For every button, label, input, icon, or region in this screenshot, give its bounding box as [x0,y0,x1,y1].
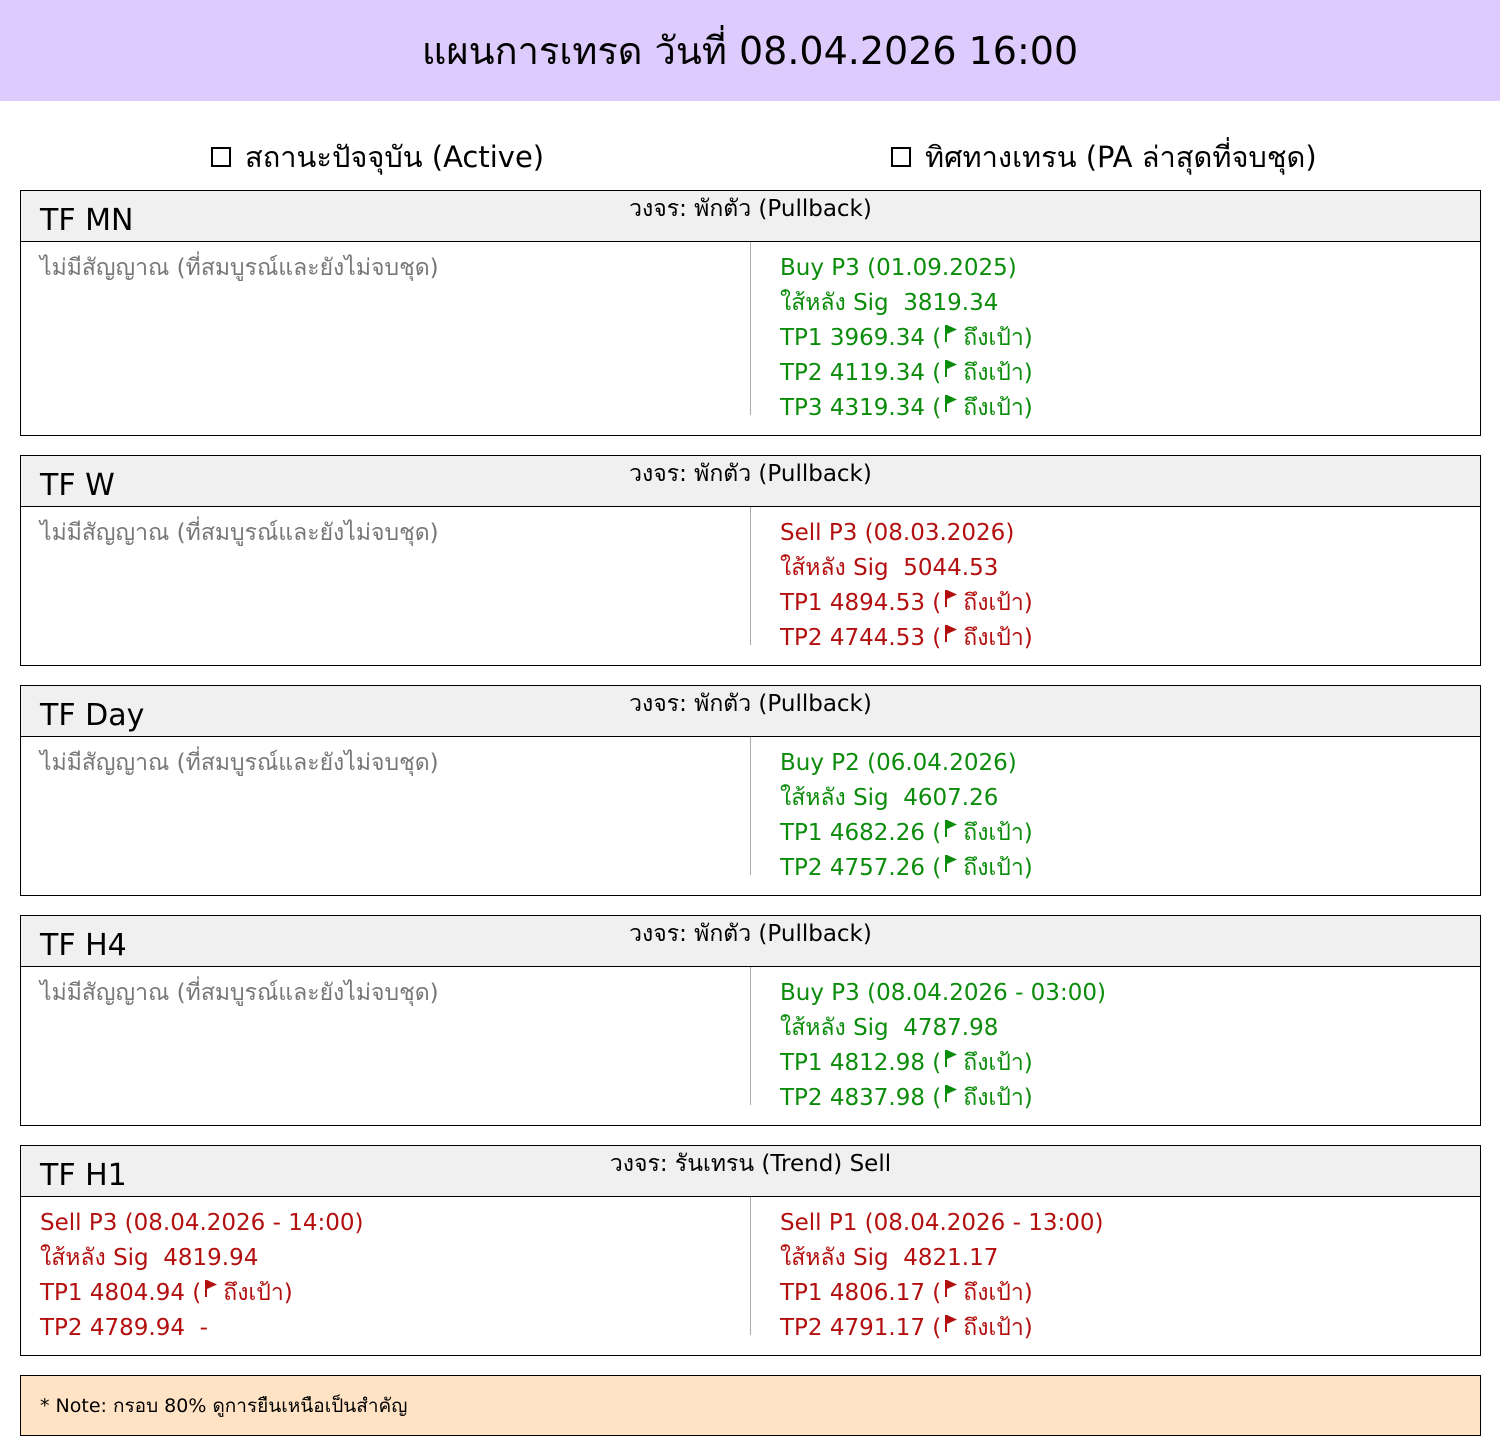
tf-section-header [21,686,1480,737]
signal-line [40,978,439,1013]
signal-line [40,1243,364,1278]
signal-line [780,1313,1104,1348]
cycle-label: วงจร: พักตัว (Pullback) [629,461,872,487]
tf-section [20,190,1481,436]
column-header-active-label: สถานะปัจจุบัน (Active) [245,140,545,174]
signal-line [780,783,1033,818]
target-reached-label: ถึงเป้า) [963,325,1033,351]
signal-line-text: ใส้หลัง Sig 4787.98 [780,1015,999,1041]
signal-line-text: TP3 4319.34 ( [780,395,942,421]
tf-section-body [21,737,1480,895]
flag-icon [944,394,958,412]
tf-section-body [21,967,1480,1125]
active-status-column [40,518,439,553]
column-header-trend [891,134,1317,180]
column-divider [750,737,751,875]
trend-direction-column [780,518,1033,658]
signal-line [780,588,1033,623]
signal-line [40,1278,364,1313]
signal-line-text: Sell P3 (08.04.2026 - 14:00) [40,1210,364,1236]
target-reached-label: ถึงเป้า) [963,625,1033,651]
timeframe-label: TF H4 [40,928,127,963]
signal-line-text: ใส้หลัง Sig 4819.94 [40,1245,259,1271]
column-divider [750,242,751,415]
signal-line [40,253,439,288]
target-reached-label: ถึงเป้า) [223,1280,293,1306]
signal-line-text: TP2 4789.94 - [40,1315,208,1341]
cycle-label: วงจร: พักตัว (Pullback) [629,921,872,947]
target-reached-label: ถึงเป้า) [963,395,1033,421]
tf-section [20,915,1481,1126]
signal-line-text: Buy P2 (06.04.2026) [780,750,1017,776]
signal-line-text: TP2 4119.34 ( [780,360,942,386]
flag-icon [944,589,958,607]
checkbox-icon [891,147,911,167]
signal-line [780,1013,1106,1048]
tf-section-header [21,191,1480,242]
column-header-active [211,134,544,180]
cycle-label: วงจร: พักตัว (Pullback) [629,196,872,222]
signal-line [780,253,1033,288]
trend-direction-column [780,748,1033,888]
trend-direction-column [780,978,1106,1118]
timeframe-label: TF H1 [40,1158,127,1193]
signal-line [40,1208,364,1243]
trend-direction-column [780,253,1033,428]
cycle-label: วงจร: รันเทรน (Trend) Sell [609,1151,892,1177]
target-reached-label: ถึงเป้า) [963,1085,1033,1111]
signal-line-text: TP1 4682.26 ( [780,820,942,846]
flag-icon [944,324,958,342]
flag-icon [204,1279,218,1297]
target-reached-label: ถึงเป้า) [963,1050,1033,1076]
note-text: * Note: กรอบ 80% ดูการยืนเหนือเป็นสำคัญ [40,1394,408,1417]
signal-line [780,553,1033,588]
column-header-trend-label: ทิศทางเทรน (PA ล่าสุดที่จบชุด) [925,140,1317,174]
signal-line-text: TP2 4791.17 ( [780,1315,942,1341]
signal-line-text: TP2 4757.26 ( [780,855,942,881]
flag-icon [944,819,958,837]
signal-line-text: ไม่มีสัญญาณ (ที่สมบูรณ์และยังไม่จบชุด) [40,255,439,281]
flag-icon [944,1084,958,1102]
column-divider [750,507,751,645]
signal-line-text: Buy P3 (08.04.2026 - 03:00) [780,980,1106,1006]
signal-line [780,288,1033,323]
tf-section-body [21,507,1480,665]
signal-line [780,323,1033,358]
signal-line [780,1243,1104,1278]
active-status-column [40,1208,364,1348]
signal-line [780,853,1033,888]
signal-line-text: ใส้หลัง Sig 5044.53 [780,555,999,581]
signal-line [780,818,1033,853]
timeframe-label: TF Day [40,698,145,733]
column-divider [750,967,751,1105]
signal-line-text: TP1 4804.94 ( [40,1280,202,1306]
target-reached-label: ถึงเป้า) [963,590,1033,616]
tf-section-body [21,242,1480,435]
column-headers [0,101,1500,190]
signal-line [780,748,1033,783]
flag-icon [944,1279,958,1297]
flag-icon [944,359,958,377]
signal-line-text: TP2 4837.98 ( [780,1085,942,1111]
signal-line [780,1278,1104,1313]
timeframe-label: TF MN [40,203,134,238]
target-reached-label: ถึงเป้า) [963,1315,1033,1341]
signal-line-text: TP1 4894.53 ( [780,590,942,616]
signal-line [780,358,1033,393]
signal-line [780,393,1033,428]
signal-line-text: TP1 3969.34 ( [780,325,942,351]
tf-section [20,685,1481,896]
signal-line-text: ไม่มีสัญญาณ (ที่สมบูรณ์และยังไม่จบชุด) [40,520,439,546]
note-box [20,1375,1481,1436]
signal-line [780,978,1106,1013]
timeframe-label: TF W [40,468,115,503]
page-header [0,0,1500,101]
active-status-column [40,978,439,1013]
checkbox-icon [211,147,231,167]
signal-line [780,1048,1106,1083]
tf-section-header [21,456,1480,507]
target-reached-label: ถึงเป้า) [963,360,1033,386]
signal-line [40,748,439,783]
signal-line [40,518,439,553]
signal-line [780,1083,1106,1118]
signal-line [40,1313,364,1348]
trend-direction-column [780,1208,1104,1348]
signal-line-text: ใส้หลัง Sig 4821.17 [780,1245,999,1271]
signal-line-text: ใส้หลัง Sig 4607.26 [780,785,999,811]
column-divider [750,1197,751,1335]
cycle-label: วงจร: พักตัว (Pullback) [629,691,872,717]
target-reached-label: ถึงเป้า) [963,855,1033,881]
target-reached-label: ถึงเป้า) [963,820,1033,846]
signal-line-text: Sell P3 (08.03.2026) [780,520,1015,546]
tf-section-header [21,916,1480,967]
signal-line [780,1208,1104,1243]
signal-line-text: ใส้หลัง Sig 3819.34 [780,290,999,316]
flag-icon [944,1049,958,1067]
signal-line [780,518,1033,553]
tf-section [20,455,1481,666]
signal-line [780,623,1033,658]
flag-icon [944,854,958,872]
tf-section-header [21,1146,1480,1197]
active-status-column [40,253,439,288]
page-title: แผนการเทรด วันที่ 08.04.2026 16:00 [421,29,1079,73]
signal-line-text: TP2 4744.53 ( [780,625,942,651]
target-reached-label: ถึงเป้า) [963,1280,1033,1306]
tf-section-body [21,1197,1480,1355]
signal-line-text: TP1 4812.98 ( [780,1050,942,1076]
active-status-column [40,748,439,783]
tf-section [20,1145,1481,1356]
signal-line-text: TP1 4806.17 ( [780,1280,942,1306]
signal-line-text: Sell P1 (08.04.2026 - 13:00) [780,1210,1104,1236]
flag-icon [944,1314,958,1332]
signal-line-text: ไม่มีสัญญาณ (ที่สมบูรณ์และยังไม่จบชุด) [40,750,439,776]
flag-icon [944,624,958,642]
signal-line-text: Buy P3 (01.09.2025) [780,255,1017,281]
signal-line-text: ไม่มีสัญญาณ (ที่สมบูรณ์และยังไม่จบชุด) [40,980,439,1006]
